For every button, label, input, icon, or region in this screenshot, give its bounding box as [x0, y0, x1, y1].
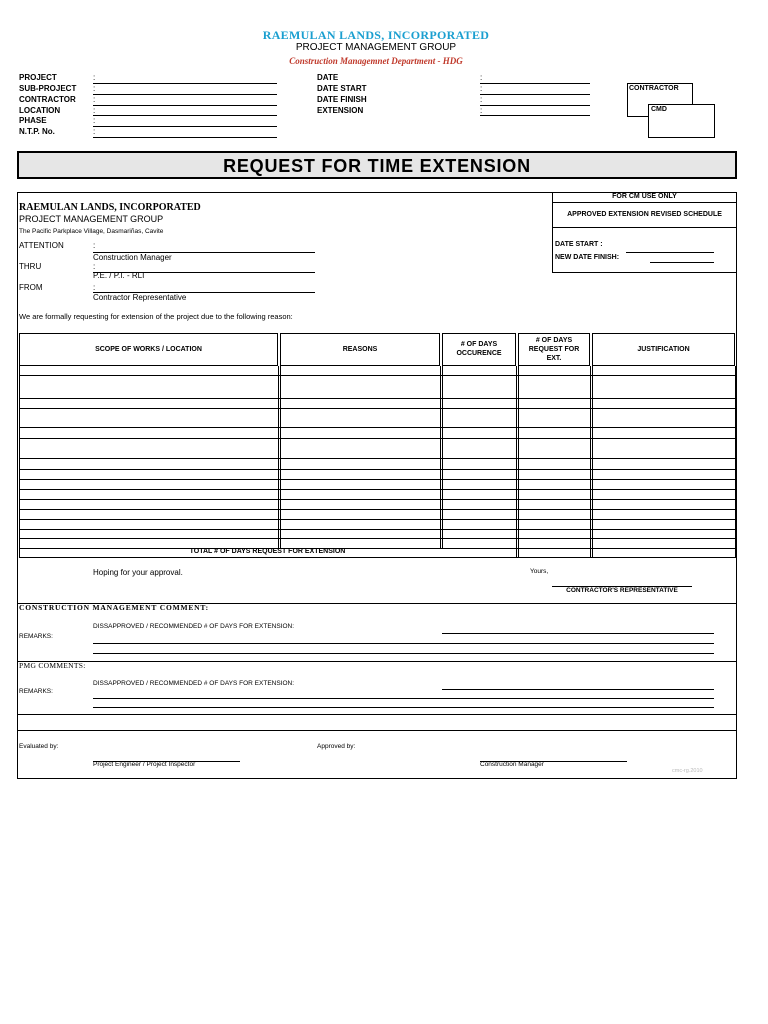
contractor-label: CONTRACTOR [19, 95, 76, 104]
location-sep: : [93, 106, 96, 115]
col-border-2 [440, 366, 441, 548]
cm-remarks-label: REMARKS: [19, 633, 53, 640]
cmd-stamp-label: CMD [651, 106, 667, 113]
pmg-remarks-line-1[interactable] [93, 698, 714, 699]
header-reasons: REASONS [342, 346, 378, 353]
contractor-sep: : [93, 95, 96, 104]
table-row[interactable] [19, 519, 735, 520]
table-row[interactable] [19, 499, 735, 500]
date-start-label: DATE START [317, 84, 367, 93]
header-reasons-cell [280, 333, 440, 366]
header-days-occurence-cell [442, 333, 516, 366]
letter-group: PROJECT MANAGEMENT GROUP [19, 214, 164, 224]
cm-box-bottom-border [552, 272, 737, 273]
evaluator-title: Project Engineer / Project Inspector [93, 761, 196, 768]
pmg-recommended-days-field[interactable] [442, 689, 714, 690]
sub-project-label: SUB-PROJECT [19, 84, 77, 93]
date-start-field[interactable] [480, 94, 590, 95]
header-justification-cell [592, 333, 735, 366]
cm-remarks-line-1[interactable] [93, 643, 714, 644]
date-sep: : [480, 73, 483, 82]
date-start-sep: : [480, 84, 483, 93]
table-row[interactable] [19, 427, 735, 428]
header-scope: SCOPE OF WORKS / LOCATION [95, 346, 202, 353]
project-label: PROJECT [19, 73, 57, 82]
table-bottom-border [19, 557, 735, 558]
table-row[interactable] [19, 469, 735, 470]
col-border-5 [735, 366, 736, 558]
approver-title: Construction Manager [480, 761, 544, 768]
total-days-label: TOTAL # OF DAYS REQUEST FOR EXTENSION [189, 548, 346, 555]
phase-sep: : [93, 116, 96, 125]
cm-new-date-finish-label: NEW DATE FINISH: [555, 254, 620, 261]
date-finish-sep: : [480, 95, 483, 104]
phase-label: PHASE [19, 116, 47, 125]
cm-box-left-border [552, 192, 553, 272]
from-label: FROM [19, 283, 43, 292]
pmg-comment-line-label: DISSAPPROVED / RECOMMENDED # OF DAYS FOR EXTENSION: [93, 680, 295, 687]
sub-project-field[interactable] [93, 94, 277, 95]
extension-field[interactable] [480, 115, 590, 116]
pmg-remarks-label: REMARKS: [19, 688, 53, 695]
ntp-sep: : [93, 127, 96, 136]
cm-recommended-days-field[interactable] [442, 633, 714, 634]
table-row[interactable] [19, 529, 735, 530]
col-border-1 [278, 366, 279, 548]
page-title: REQUEST FOR TIME EXTENSION [223, 156, 531, 176]
header-justification: JUSTIFICATION [637, 346, 690, 353]
hoping-text: Hoping for your approval. [93, 568, 183, 577]
pmg-remarks-line-2[interactable] [93, 707, 714, 708]
contractor-rep-label: CONTRACTOR'S REPRESENTATIVE [566, 587, 678, 594]
phase-field[interactable] [93, 126, 277, 127]
company-name: RAEMULAN LANDS, INCORPORATED [262, 28, 490, 42]
department-name: Construction Managemnet Department - HDG [289, 56, 463, 66]
attention-label: ATTENTION [19, 241, 64, 250]
header-days-occurence: # OF DAYS OCCURENCE [456, 341, 502, 357]
project-sep: : [93, 73, 96, 82]
sub-project-sep: : [93, 84, 96, 93]
table-row[interactable] [19, 509, 735, 510]
header-scope-cell [19, 333, 278, 366]
date-label: DATE [317, 73, 339, 82]
contractor-field[interactable] [93, 105, 277, 106]
table-row[interactable] [19, 538, 735, 539]
location-field[interactable] [93, 115, 277, 116]
col-border-2b [442, 366, 443, 548]
extension-label: EXTENSION [317, 106, 364, 115]
cm-box-sub-divider [552, 227, 737, 228]
cm-new-date-finish-field[interactable] [650, 262, 714, 263]
attention-value[interactable]: Construction Manager [93, 253, 172, 262]
cm-box-header-divider [552, 202, 737, 203]
project-field[interactable] [93, 83, 277, 84]
cm-date-start-label: DATE START : [555, 241, 603, 248]
from-sep: : [93, 283, 96, 292]
extension-sep: : [480, 106, 483, 115]
cm-box-header: FOR CM USE ONLY [612, 193, 677, 200]
section-divider [17, 730, 737, 731]
table-row[interactable] [19, 438, 735, 439]
title-bar [17, 151, 737, 179]
letter-address: The Pacific Parkplace Village, Dasmariñas, Cavite [19, 228, 164, 235]
cm-comment-line-label: DISSAPPROVED / RECOMMENDED # OF DAYS FOR EXTENSION: [93, 623, 295, 630]
pmg-comment-title: PMG COMMENTS: [19, 661, 86, 670]
group-name: PROJECT MANAGEMENT GROUP [295, 42, 457, 53]
table-row[interactable] [19, 458, 735, 459]
table-row[interactable] [19, 408, 735, 409]
date-field[interactable] [480, 83, 590, 84]
cm-remarks-line-2[interactable] [93, 653, 714, 654]
date-finish-label: DATE FINISH [317, 95, 367, 104]
thru-value[interactable]: P.E. / P.I. - RLI [93, 271, 145, 280]
yours-text: Yours, [530, 568, 549, 575]
from-value[interactable]: Contractor Representative [93, 293, 187, 302]
footer-code: cmc-rg.2010 [672, 768, 703, 774]
col-border-1b [280, 366, 281, 548]
header-days-request-cell [518, 333, 590, 366]
thru-label: THRU [19, 262, 42, 271]
contractor-stamp-label: CONTRACTOR [629, 85, 679, 92]
letter-company: RAEMULAN LANDS, INCORPORATED [19, 202, 201, 213]
cm-date-start-field[interactable] [626, 252, 714, 253]
table-row[interactable] [19, 375, 735, 376]
cm-box-subheader: APPROVED EXTENSION REVISED SCHEDULE [567, 211, 722, 218]
cmd-stamp-box [648, 104, 715, 138]
location-label: LOCATION [19, 106, 61, 115]
table-row[interactable] [19, 398, 735, 399]
thru-sep: : [93, 262, 96, 271]
header-days-request: # OF DAYS REQUEST FOR EXT. [528, 337, 580, 362]
ntp-field[interactable] [93, 137, 277, 138]
request-text: We are formally requesting for extension of the project due to the following reason: [19, 312, 293, 321]
ntp-label: N.T.P. No. [19, 127, 55, 136]
table-row[interactable] [19, 489, 735, 490]
approved-by-label: Approved by: [317, 743, 356, 750]
date-finish-field[interactable] [480, 105, 590, 106]
section-divider [17, 661, 737, 662]
evaluated-by-label: Evaluated by: [19, 743, 59, 750]
attention-sep: : [93, 241, 96, 250]
section-divider [17, 714, 737, 715]
cm-comment-title: CONSTRUCTION MANAGEMENT COMMENT: [19, 603, 209, 612]
table-row[interactable] [19, 479, 735, 480]
